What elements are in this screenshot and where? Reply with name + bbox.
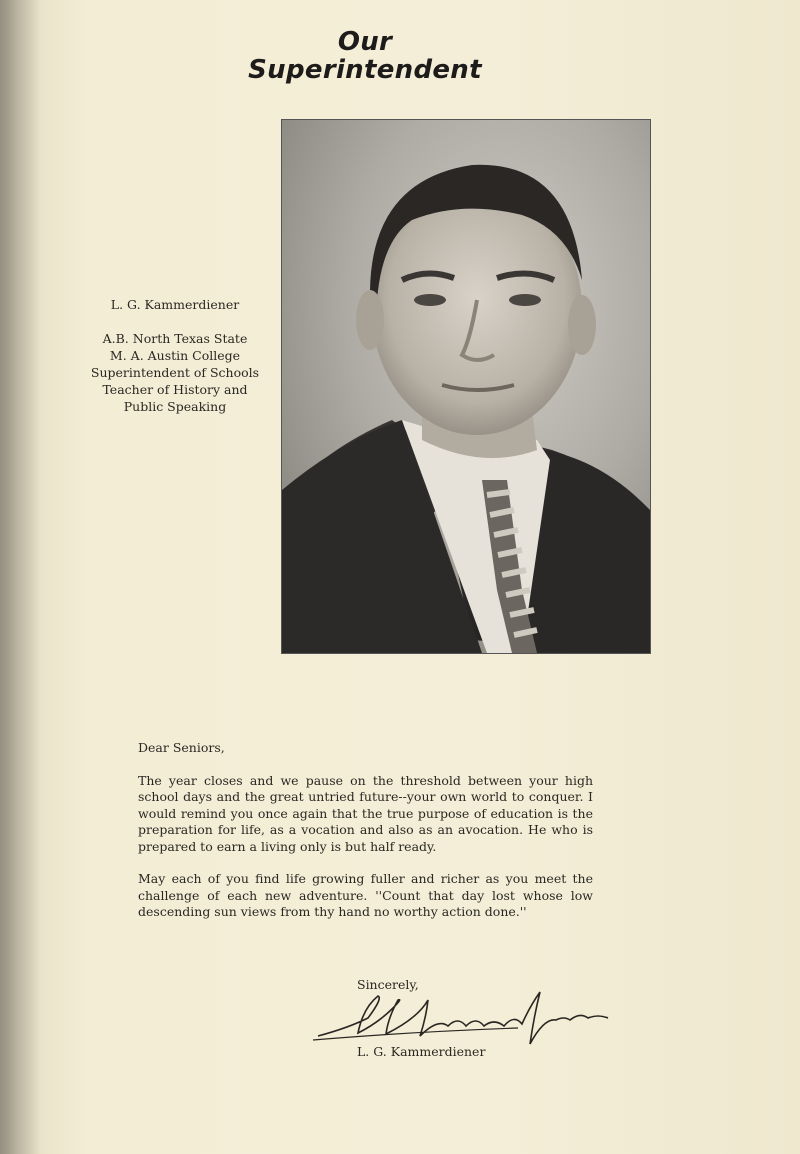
letter-paragraph: The year closes and we pause on the threshold between your high school days and the great untried future--your own world to conquer. I would remind you once again that the true purpose of education is the preparation for life, as a vocation and also as an avocation. He who is prepared to earn a living only is but half ready. bbox=[138, 772, 593, 854]
title-line-1: Our bbox=[337, 27, 393, 57]
page-title bbox=[230, 28, 500, 84]
superintendent-bio bbox=[70, 296, 280, 415]
bio-line: Public Speaking bbox=[123, 399, 227, 414]
letter-closing: Sincerely, bbox=[357, 977, 419, 992]
portrait-illustration bbox=[282, 120, 650, 653]
bio-line: M. A. Austin College bbox=[109, 348, 241, 363]
bio-line: Teacher of History and bbox=[102, 382, 248, 397]
bio-name: L. G. Kammerdiener bbox=[110, 297, 240, 312]
handwritten-signature bbox=[308, 988, 613, 1048]
letter-greeting: Dear Seniors, bbox=[138, 740, 225, 755]
letter-paragraph: May each of you find life growing fuller and richer as you meet the challenge of each new adventure. ''Count that day lost whose low descending sun views from thy hand no worthy action done.'' bbox=[138, 871, 593, 919]
bio-line: A.B. North Texas State bbox=[102, 331, 248, 346]
title-line-2: Superintendent bbox=[248, 55, 482, 85]
letter-body bbox=[138, 740, 593, 937]
bio-line: Superintendent of Schools bbox=[90, 365, 260, 380]
superintendent-portrait-photo bbox=[281, 119, 651, 654]
signer-name: L. G. Kammerdiener bbox=[357, 1044, 486, 1059]
page-spine-shadow bbox=[0, 0, 40, 1154]
